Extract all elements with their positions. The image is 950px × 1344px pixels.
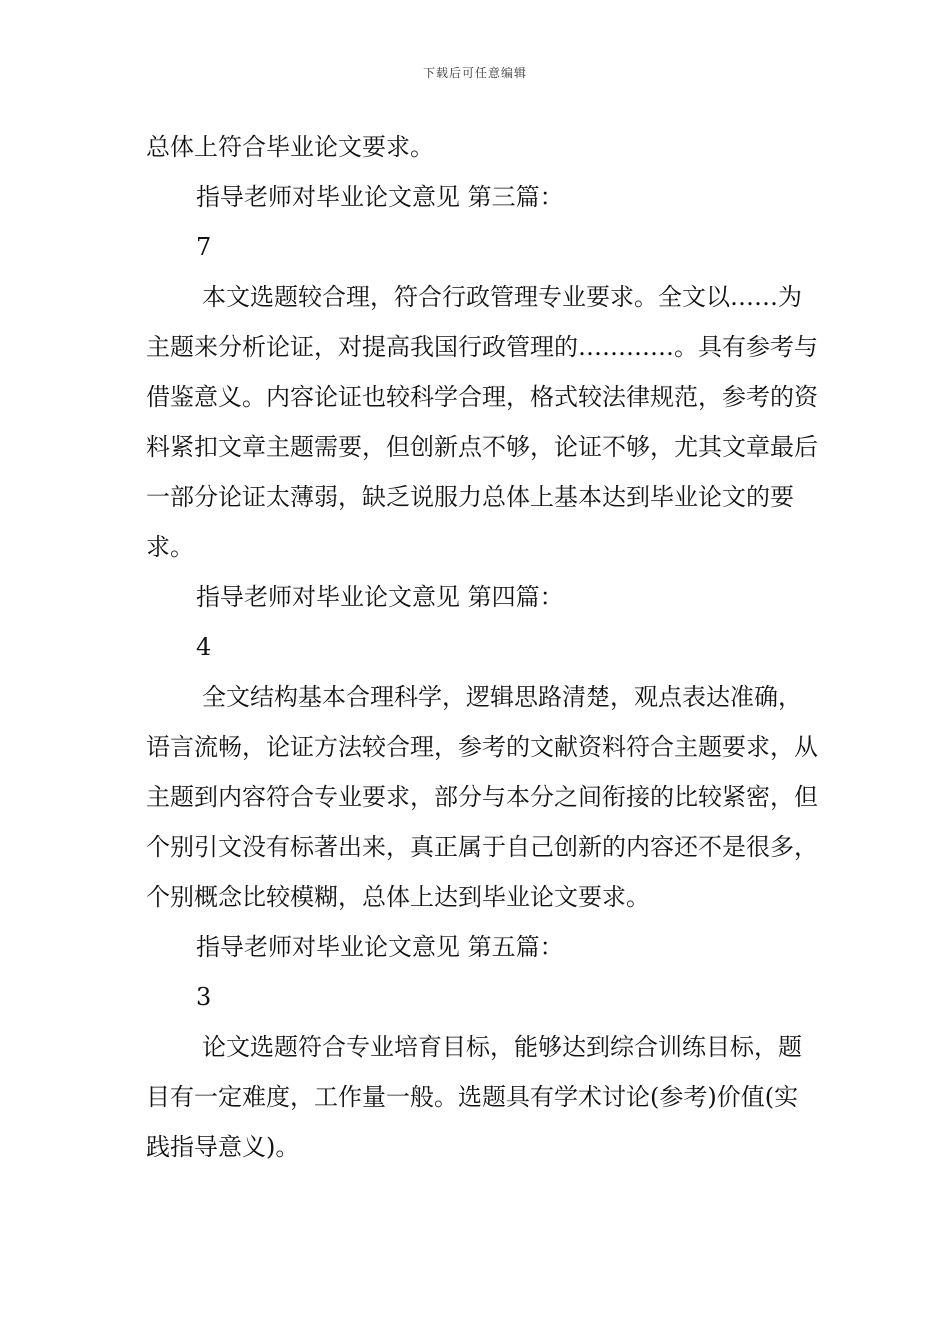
section-score-3: 7 <box>196 233 212 261</box>
paragraph-continuation: 总体上符合毕业论文要求。 <box>146 133 434 161</box>
section-body-4: 全文结构基本合理科学，逻辑思路清楚，观点表达准确，语言流畅，论证方法较合理，参考的文献资料符合主题要求，从主题到内容符合专业要求，部分与本分之间衔接的比较紧密，但个别引文没有标著出来，真正属于自己创新的内容还不是很多，个别概念比较模糊，总体上达到毕业论文要求。 <box>146 683 818 911</box>
section-score-4: 4 <box>196 633 212 661</box>
section-heading-5: 指导老师对毕业论文意见 第五篇： <box>196 933 564 961</box>
section-body-5: 论文选题符合专业培育目标，能够达到综合训练目标，题目有一定难度，工作量一般。选题具有学术讨论(参考)价值(实践指导意义)。 <box>146 1033 802 1161</box>
page-header: 下载后可任意编辑 <box>422 66 527 80</box>
section-heading-4: 指导老师对毕业论文意见 第四篇： <box>196 583 564 611</box>
document-body <box>146 122 818 1172</box>
section-heading-3: 指导老师对毕业论文意见 第三篇： <box>196 183 564 211</box>
section-score-5: 3 <box>196 983 212 1011</box>
section-body-3: 本文选题较合理，符合行政管理专业要求。全文以……为主题来分析论证，对提高我国行政管理的…………。具有参考与借鉴意义。内容论证也较科学合理，格式较法律规范，参考的资料紧扣文章主题需要，但创新点不够，论证不够，尤其文章最后一部分论证太薄弱，缺乏说服力总体上基本达到毕业论文的要求。 <box>146 283 818 561</box>
